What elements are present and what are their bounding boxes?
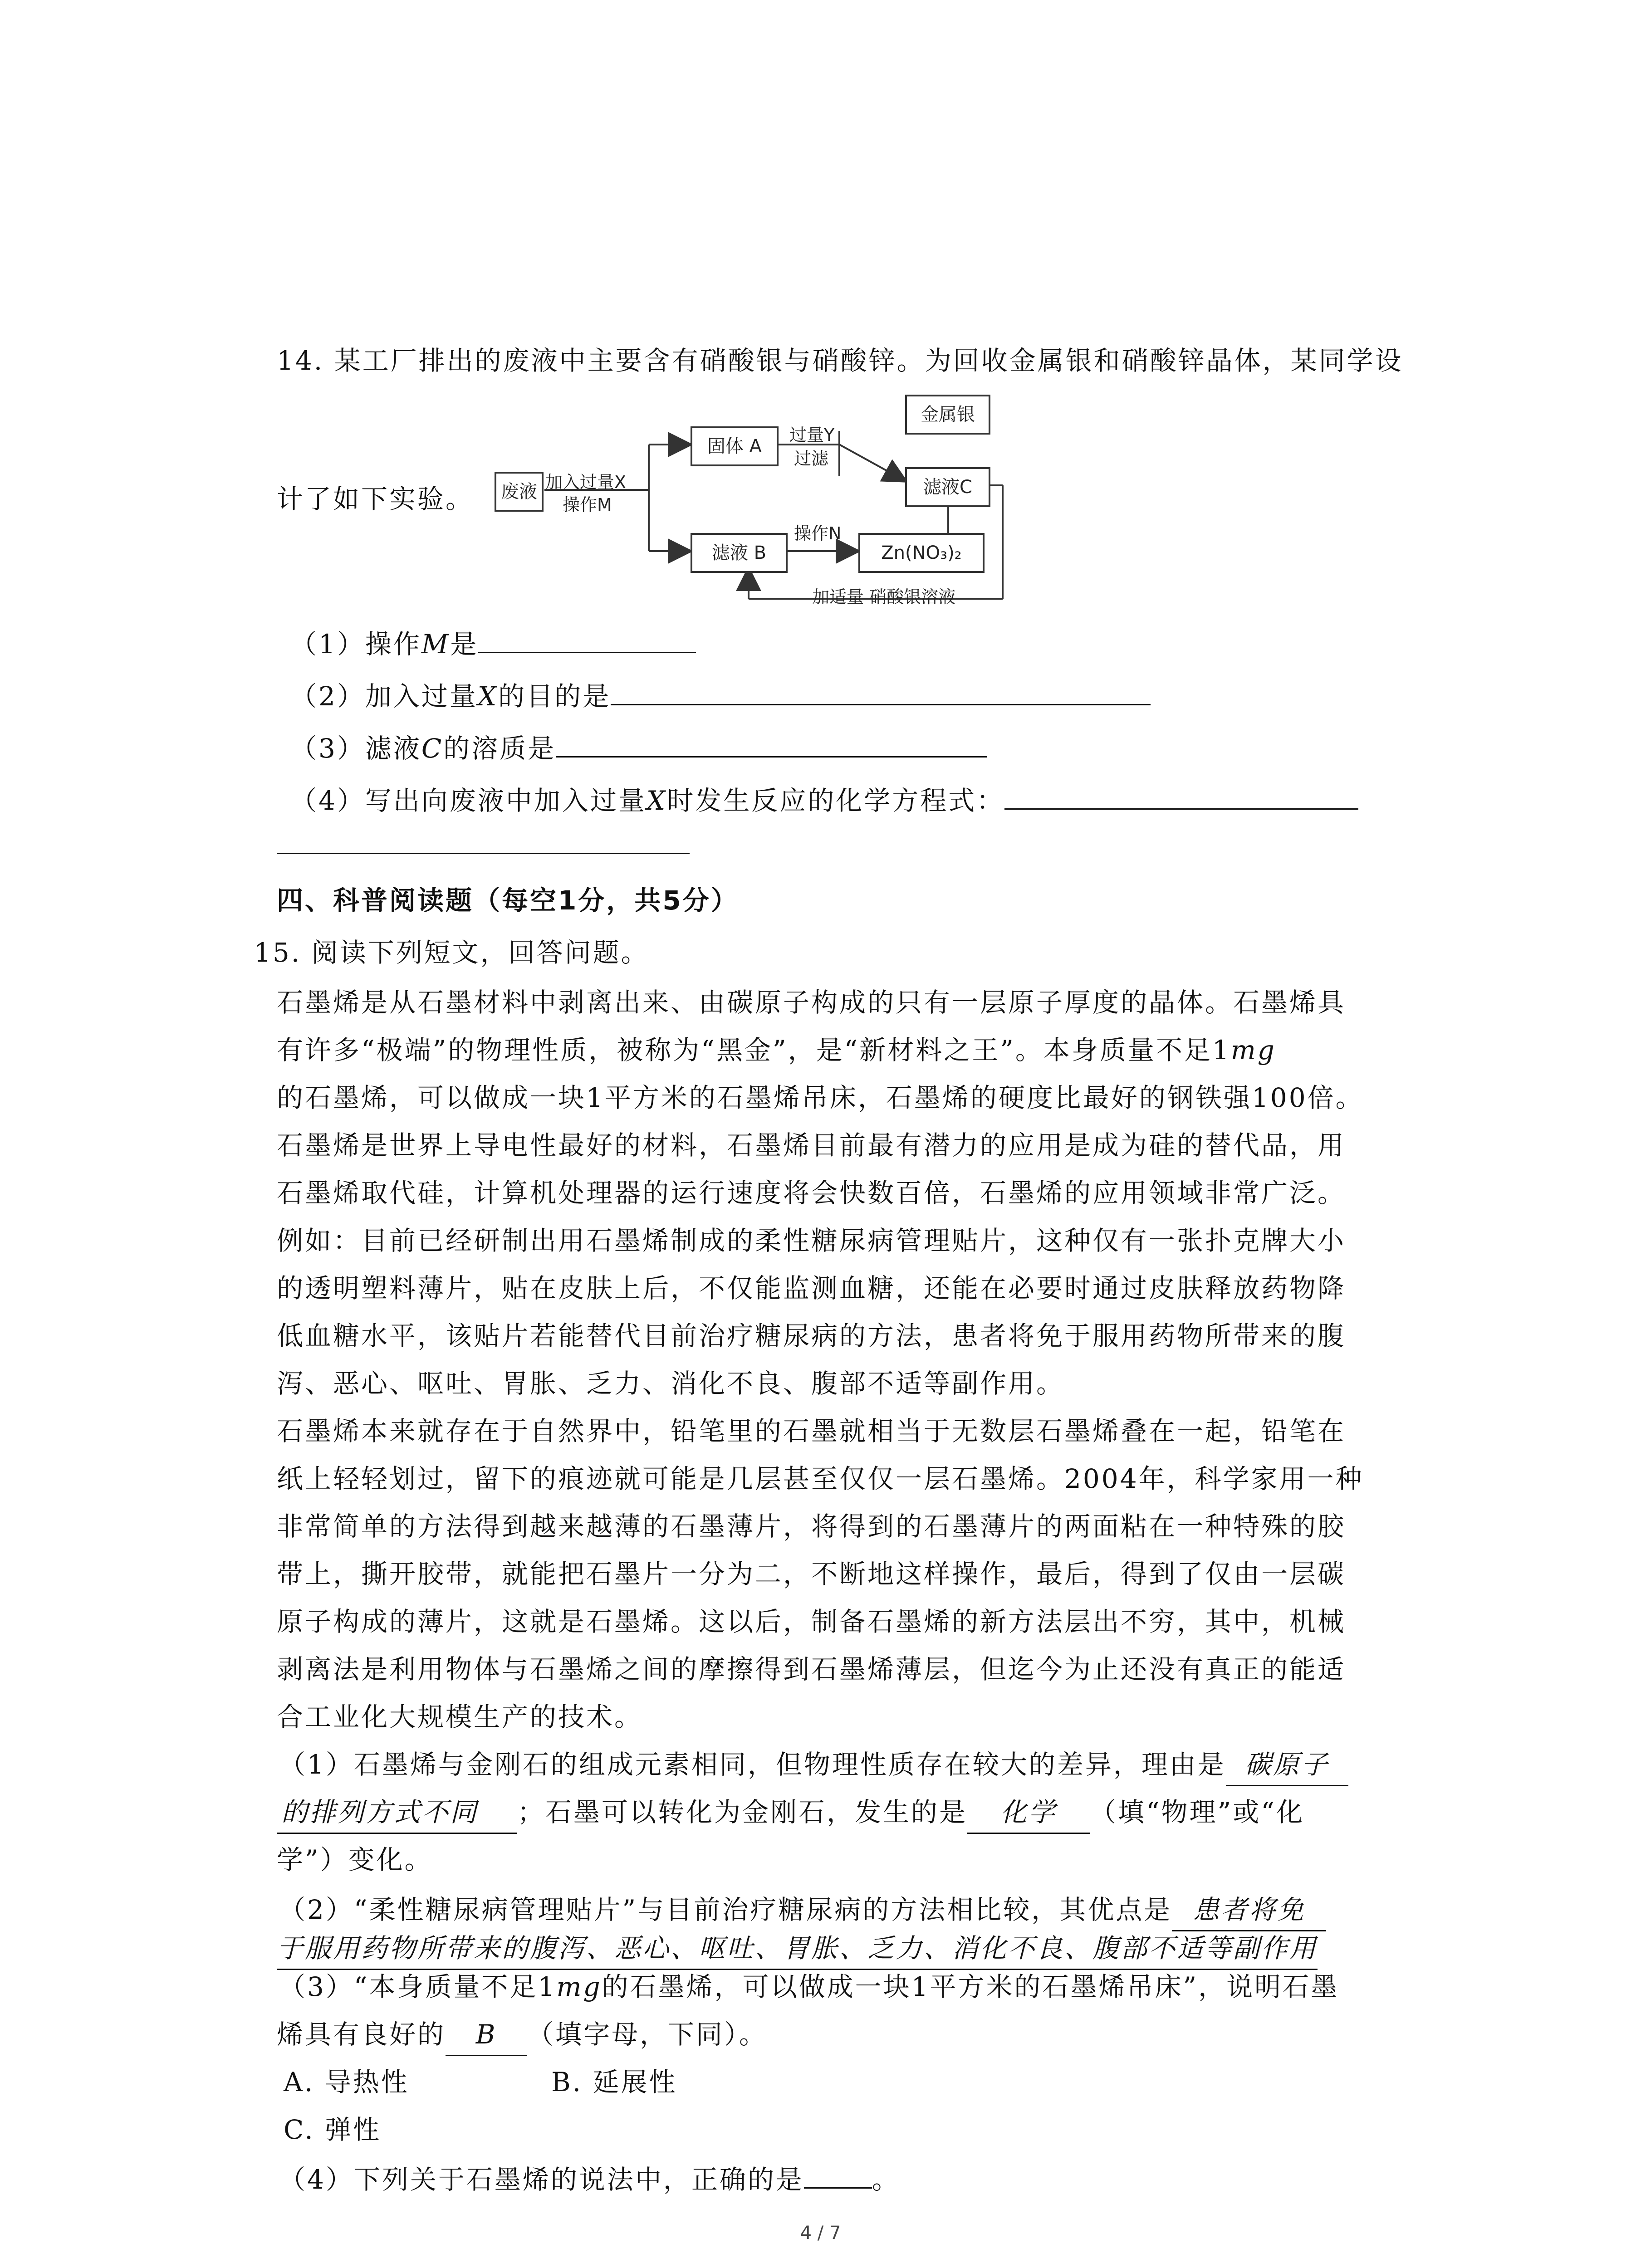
filtrate-b-box: 滤液 B — [691, 533, 788, 573]
q15-sub1-l1: （1）石墨烯与金刚石的组成元素相同，但物理性质存在较大的差异，理由是 碳原子 — [279, 1744, 1348, 1786]
q15-p1-l8: 低血糖水平，该贴片若能替代目前治疗糖尿病的方法，患者将免于服用药物所带来的腹 — [277, 1320, 1346, 1351]
op-m-label: 操作M — [563, 495, 612, 515]
q15-p1-l1: 石墨烯是从石墨材料中剥离出来、由碳原子构成的只有一层原子厚度的晶体。石墨烯具 — [277, 987, 1346, 1018]
q15-p2-l5: 原子构成的薄片，这就是石墨烯。这以后，制备石墨烯的新方法层出不穷，其中，机械 — [277, 1606, 1346, 1637]
q15-option-b: B. 延展性 — [551, 2067, 677, 2097]
q15-sub2-answer-a[interactable]: 患者将免 — [1172, 1889, 1326, 1931]
add-x-label: 加入过量X — [545, 472, 627, 492]
q15-p1-l5: 石墨烯取代硅，计算机处理器的运行速度将会快数百倍，石墨烯的应用领域非常广泛。 — [277, 1178, 1346, 1208]
q15-p2-l6: 剥离法是利用物体与石墨烯之间的摩擦得到石墨烯薄层，但迄今为止还没有真正的能适 — [277, 1654, 1346, 1685]
q14-sub1-blank[interactable] — [478, 625, 696, 653]
filter-label: 过滤 — [794, 449, 829, 469]
filtrate-c-box: 滤液C — [905, 467, 990, 507]
q15-sub3-answer[interactable]: B — [446, 2014, 527, 2056]
q14-sub4: （4）写出向废液中加入过量X时发生反应的化学方程式： — [290, 780, 1358, 821]
q15-sub4: （4）下列关于石墨烯的说法中，正确的是 。 — [279, 2159, 900, 2200]
q15-sub1-l3: 学”）变化。 — [277, 1844, 433, 1875]
experiment-flow-diagram — [495, 404, 1048, 612]
q15-p2-l2: 纸上轻轻划过，留下的痕迹就可能是几层甚至仅仅一层石墨烯。2004年，科学家用一种 — [277, 1463, 1364, 1494]
q15-p2-l3: 非常简单的方法得到越来越薄的石墨薄片，将得到的石墨薄片的两面粘在一种特殊的胶 — [277, 1511, 1346, 1542]
page-number: 4 / 7 — [800, 2223, 841, 2244]
q15-p2-l7: 合工业化大规模生产的技术。 — [277, 1701, 643, 1732]
q15-sub3-l1: （3）“本身质量不足1mg的石墨烯，可以做成一块1平方米的石墨烯吊床”，说明石墨 — [279, 1971, 1339, 2002]
op-n-label: 操作N — [794, 523, 842, 543]
q15-sub1-answer2[interactable]: 化学 — [967, 1792, 1090, 1834]
q14-stem-line1: 14. 某工厂排出的废液中主要含有硝酸银与硝酸锌。为回收金属银和硝酸锌晶体，某同学设 — [277, 345, 1403, 376]
zinc-nitrate-box: Zn(NO₃)₂ — [858, 533, 985, 573]
q14-sub2: （2）加入过量X的目的是 — [290, 676, 1151, 717]
q14-sub3: （3）滤液C的溶质是 — [290, 728, 987, 769]
q14-sub4-blank-a[interactable] — [1004, 781, 1358, 810]
q14-sub4-blank-b[interactable] — [277, 853, 690, 854]
q15-option-a: A. 导热性 — [284, 2067, 409, 2097]
q15-intro: 15. 阅读下列短文，回答问题。 — [254, 937, 649, 968]
q15-sub1-answer1b[interactable]: 的排列方式不同 — [277, 1792, 517, 1834]
q15-p1-l4: 石墨烯是世界上导电性最好的材料，石墨烯目前最有潜力的应用是成为硅的替代品，用 — [277, 1130, 1346, 1161]
q15-p1-l9: 泻、恶心、呕吐、胃胀、乏力、消化不良、腹部不适等副作用。 — [277, 1368, 1065, 1399]
q15-p1-l2: 有许多“极端”的物理性质，被称为“黑金”，是“新材料之王”。本身质量不足1mg — [277, 1035, 1276, 1066]
q15-sub1-l2: 的排列方式不同 ；石墨可以转化为金刚石，发生的是 化学 （填“物理”或“化 — [277, 1792, 1304, 1834]
q14-stem-line2: 计了如下实验。 — [277, 484, 474, 514]
waste-box: 废液 — [495, 472, 544, 512]
excess-y-label: 过量Y — [789, 425, 835, 445]
q15-sub4-blank[interactable] — [804, 2160, 872, 2189]
q15-p2-l1: 石墨烯本来就存在于自然界中，铅笔里的石墨就相当于无数层石墨烯叠在一起，铅笔在 — [277, 1416, 1346, 1447]
q14-sub2-blank[interactable] — [611, 677, 1151, 705]
solid-a-box: 固体 A — [691, 426, 779, 466]
section-4-heading: 四、科普阅读题（每空1分，共5分） — [277, 885, 739, 916]
q15-p1-l7: 的透明塑料薄片，贴在皮肤上后，不仅能监测血糖，还能在必要时通过皮肤释放药物降 — [277, 1273, 1346, 1304]
q14-sub3-blank[interactable] — [556, 729, 987, 758]
q15-sub3-l2: 烯具有良好的 B （填字母，下同）。 — [277, 2014, 767, 2056]
q15-p1-l6: 例如：目前已经研制出用石墨烯制成的柔性糖尿病管理贴片，这种仅有一张扑克牌大小 — [277, 1225, 1346, 1256]
q15-p1-l3: 的石墨烯，可以做成一块1平方米的石墨烯吊床，石墨烯的硬度比最好的钢铁强100倍。 — [277, 1082, 1364, 1113]
q15-sub1-answer1a[interactable]: 碳原子 — [1226, 1744, 1348, 1786]
silver-box: 金属银 — [905, 395, 990, 435]
q15-sub2-l1: （2）“柔性糖尿病管理贴片”与目前治疗糖尿病的方法相比较，其优点是 患者将免 — [279, 1889, 1326, 1931]
q15-sub2-l2 — [277, 1928, 1318, 1970]
add-agno3-label: 加适量 硝酸银溶液 — [812, 587, 956, 607]
q14-sub1: （1）操作M是 — [290, 624, 696, 665]
q15-sub2-answer-b[interactable]: 于服用药物所带来的腹泻、恶心、呕吐、胃胀、乏力、消化不良、腹部不适等副作用 — [277, 1928, 1318, 1970]
q15-option-c: C. 弹性 — [284, 2114, 382, 2145]
q15-p2-l4: 带上，撕开胶带，就能把石墨片一分为二，不断地这样操作，最后，得到了仅由一层碳 — [277, 1559, 1346, 1589]
